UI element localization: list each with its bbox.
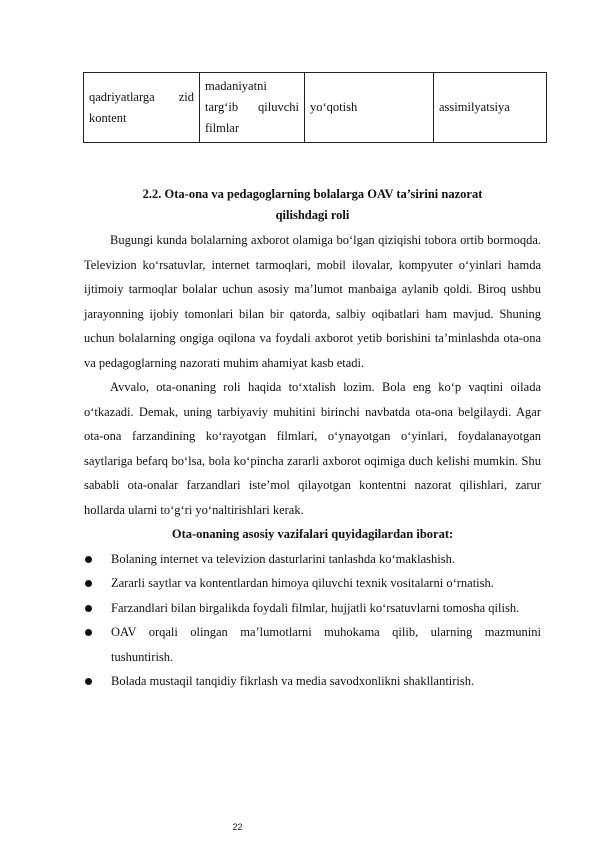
cell-text: assimilyatsiya (439, 100, 510, 114)
list-item (84, 596, 541, 621)
paragraph: Bugungi kunda bolalarning axborot olamiga bo‘lgan qiziqishi tobora ortib bormoqda. Televizion ko‘rsatuvlar, internet tarmoqlari, mobil ilovalar, kompyuter o‘yinlari hamda ijtimoiy tarmoqlar bolalar uchun asosiy ma’lumot manbaiga aylanib qoldi. Biroq ushbu jarayonning ijobiy tomonlari bilan bir qatorda, salbiy oqibatlari ham mavjud. Shuning uchun bolalarning ongiga oqilona va foydali axborot yetib borishini ta’minlashda ota-ona va pedagoglarning nazorati muhim ahamiyat kasb etadi. (84, 233, 541, 370)
table-cell-effect (305, 73, 434, 143)
table-cell-example (200, 73, 305, 143)
cell-text-line: filmlar (205, 121, 240, 135)
bullet-icon (85, 580, 92, 587)
list-item-text: Farzandlari bilan birgalikda foydali filmlar, hujjatli ko‘rsatuvlarni tomosha qilish. (111, 600, 520, 615)
cell-text: yo‘qotish (310, 100, 358, 114)
list-item-text: Zararli saytlar va kontentlardan himoya qiluvchi texnik vositalarni o‘rnatish. (111, 576, 494, 590)
bullet-list (84, 547, 541, 694)
table-cell-category (84, 73, 200, 143)
cell-text: qadriyatlarga zid kontent (89, 89, 194, 125)
bullet-icon (85, 629, 92, 636)
bullet-icon (85, 605, 92, 612)
table-cell-result (434, 73, 547, 143)
paragraph: Avvalo, ota-onaning roli haqida to‘xtalish lozim. Bola eng ko‘p vaqtini oilada o‘tkazadi. Demak, uning tarbiyaviy muhitini birinchi navbatda ota-ona belgilaydi. Agar ota-ona farzandining ko‘rayotgan filmlari, o‘ynayotgan o‘yinlari, foydalanayotgan saytlariga befarq bo‘lsa, bola ko‘pincha zararli axborot oqimiga duch kelishi mumkin. Shu sababli ota-onalar farzandlari iste’mol qilayotgan kontentni nazorat qilishlari, zarur hollarda ularni to‘g‘ri yo‘naltirishlari kerak. (84, 380, 541, 517)
section-heading (84, 184, 541, 226)
list-item-text: Bolaning internet va televizion dasturlarini tanlashda ko‘maklashish. (111, 551, 456, 566)
bullet-icon (85, 556, 92, 563)
content-table (83, 72, 540, 143)
subheading: Ota-onaning asosiy vazifalari quyidagilardan iborat: (171, 527, 454, 541)
bullet-icon (85, 678, 92, 685)
list-item-text: Bolada mustaqil tanqidiy fikrlash va media savodxonlikni shakllantirish. (111, 674, 475, 688)
cell-text-line: madaniyatni (205, 79, 267, 93)
list-item-text: OAV orqali olingan ma’lumotlarni muhokama qilib, ularning mazmunini tushuntirish. (111, 625, 541, 664)
list-item (84, 547, 541, 572)
list-item (84, 620, 541, 669)
heading-line: qilishdagi roli (275, 208, 350, 222)
list-item (84, 571, 541, 596)
table-row (84, 73, 547, 143)
page-number: 22 (232, 822, 243, 832)
section-body (84, 184, 541, 694)
heading-line: 2.2. Ota-ona va pedagoglarning bolalarga OAV ta’sirini nazorat (142, 187, 483, 201)
cell-text-line: targ‘ib qiluvchi (205, 100, 299, 114)
list-item (84, 669, 541, 694)
